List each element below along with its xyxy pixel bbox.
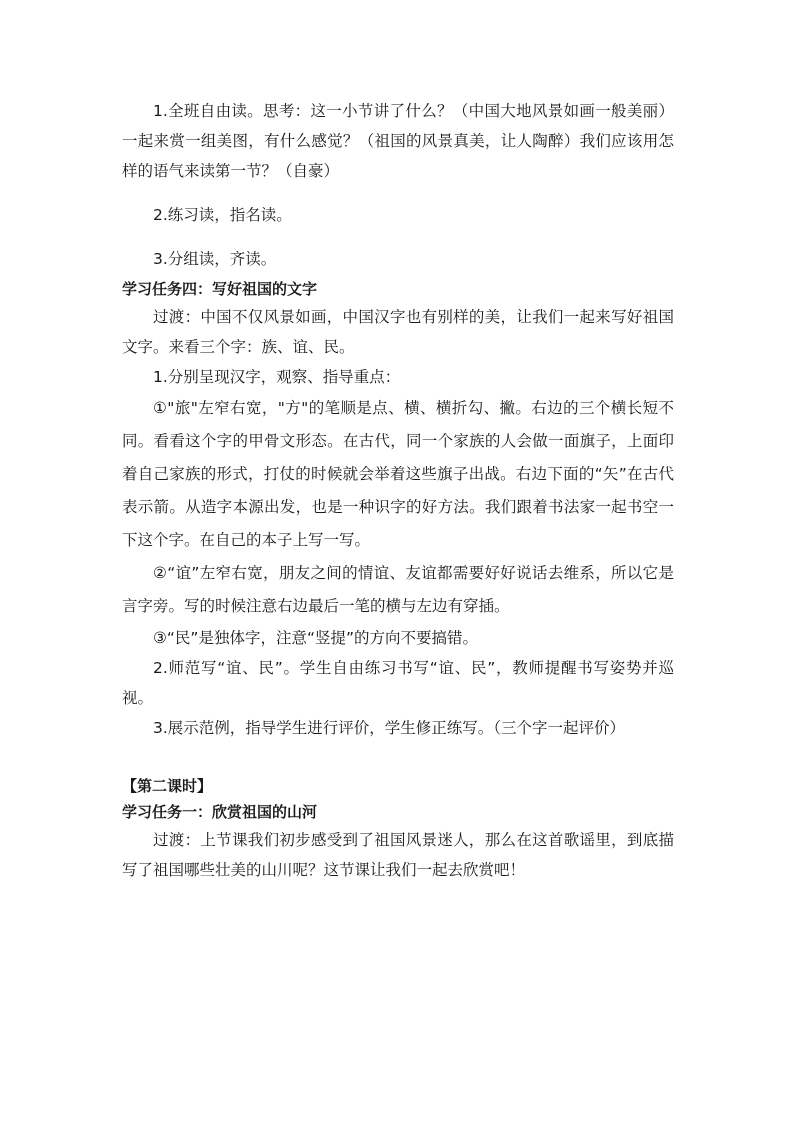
task4-step1: 1.分别呈现汉字，观察、指导重点：: [153, 368, 401, 386]
task4-step2: 2.师范写“谊、民”。学生自由练习书写“谊、民”，教师提醒书写姿势并巡视。: [122, 659, 674, 707]
task4-step3: 3.展示范例，指导学生进行评价，学生修正练写。（三个字一起评价）: [153, 719, 626, 737]
task4-intro: 过渡：中国不仅风景如画，中国汉字也有别样的美，让我们一起来写好祖国文字。来看三个字：族、谊、民。: [122, 308, 674, 356]
lesson2-heading: 【第二课时】: [122, 777, 213, 795]
task4-char2: ②“谊”左窄右宽，朋友之间的情谊、友谊都需要好好说话去维系，所以它是言字旁。写的时候注意右边最后一笔的横与左边有穿插。: [122, 564, 674, 615]
document-page: [122, 96, 674, 885]
task4-char3: ③“民”是独体字，注意“竖提”的方向不要搞错。: [153, 629, 479, 647]
task4-heading: 学习任务四：写好祖国的文字: [122, 280, 318, 298]
lesson2-intro: 过渡：上节课我们初步感受到了祖国风景迷人，那么在这首歌谣里，到底描写了祖国哪些壮美的山川呢？这节课让我们一起去欣赏吧！: [122, 831, 674, 879]
section1-item3: 3.分组读，齐读。: [153, 250, 277, 268]
section1-item1: 1.全班自由读。思考：这一小节讲了什么？（中国大地风景如画一般美丽）一起来赏一组美图，有什么感觉？（祖国的风景真美，让人陶醉）我们应该用怎样的语气来读第一节？（自豪）: [122, 102, 674, 180]
lesson2-task1-heading: 学习任务一：欣赏祖国的山河: [122, 803, 318, 821]
blank-line: [122, 743, 674, 773]
section1-item2: 2.练习读，指名读。: [153, 206, 292, 224]
task4-char1: ①"旅"左窄右宽，"方"的笔顺是点、横、横折勾、撇。右边的三个横长短不同。看看这个字的甲骨文形态。在古代，同一个家族的人会做一面旗子，上面印着自己家族的形式，打仗的时候就会举着这些旗子出战。右边下面的“矢”在古代表示箭。从造字本源出发，也是一种识字的好方法。我们跟着书法家一起书空一下这个字。在自己的本子上写一写。: [122, 399, 674, 549]
